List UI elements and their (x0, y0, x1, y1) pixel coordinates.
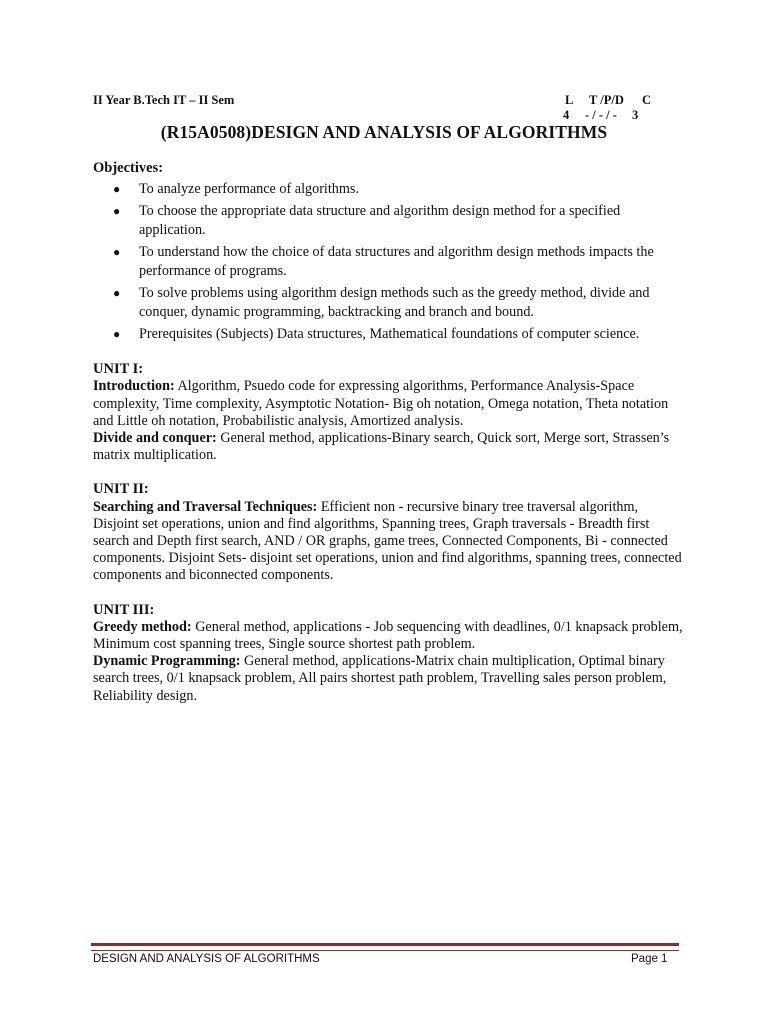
list-item (93, 202, 683, 241)
objective-text: To solve problems using algorithm design methods such as the greedy method, divide and conquer, dynamic programming, backtracking and branch and bound. (139, 284, 650, 321)
unit-3 (93, 602, 683, 705)
unit-heading: UNIT II: (93, 481, 149, 498)
list-item (93, 243, 683, 282)
unit-heading: UNIT I: (93, 361, 144, 378)
topic-label: Introduction: (93, 378, 175, 395)
unit-paragraph (93, 378, 683, 430)
unit-heading: UNIT III: (93, 601, 155, 618)
objective-text: Prerequisites (Subjects) Data structures, Mathematical foundations of computer science. (139, 325, 640, 342)
ltpc-table (563, 93, 663, 123)
syllabus-content (93, 160, 683, 705)
topic-text: General method, applications - Job sequencing with deadlines, 0/1 knapsack problem, Minimum cost spanning trees, Single source shortest path problem. (93, 618, 683, 653)
unit-paragraph (93, 619, 683, 653)
topic-label: Searching and Traversal Techniques: (93, 498, 318, 515)
ltpc-labels-row (563, 93, 663, 108)
ltpc-value-tpd: - / - / - (585, 108, 617, 122)
ltpc-value-c: 3 (632, 108, 639, 122)
year-semester-label: II Year B.Tech IT – II Sem (93, 93, 235, 107)
topic-label: Divide and conquer: (93, 430, 217, 447)
objective-text: To understand how the choice of data structures and algorithm design methods impacts the performance of programs. (139, 243, 654, 280)
list-item (93, 284, 683, 323)
ltpc-label-l: L (565, 93, 574, 107)
bullet-icon: ● (113, 203, 121, 218)
bullet-icon: ● (113, 285, 121, 300)
topic-text: General method, applications-Binary search, Quick sort, Merge sort, Strassen’s matrix multiplication. (93, 430, 670, 464)
topic-text: Efficient non - recursive binary tree traversal algorithm, Disjoint set operations, union and find algorithms, Spanning trees, Graph traversals - Breadth first search and Depth first search, AND / OR graphs, game trees, Connected Components, Bi - connected components. Disjoint Sets- disjoint set operations, union and find algorithms, spanning trees, connected components and biconnected components. (93, 498, 682, 584)
unit-paragraph (93, 430, 683, 464)
topic-label: Greedy method: (93, 618, 192, 635)
list-item (93, 325, 683, 345)
page-number: Page 1 (631, 953, 668, 965)
objectives-heading: Objectives: (93, 160, 164, 176)
ltpc-values-row (563, 108, 663, 123)
topic-text: Algorithm, Psuedo code for expressing algorithms, Performance Analysis-Space complexity, Time complexity, Asymptotic Notation- Big oh notation, Omega notation, Theta notation and Little oh notation, Probabilistic analysis, Amortized analysis. (93, 378, 669, 429)
bullet-icon: ● (113, 326, 121, 341)
course-title: (R15A0508)DESIGN AND ANALYSIS OF ALGORITHMS (160, 122, 608, 142)
ltpc-label-tpd: T /P/D (589, 93, 624, 107)
bullet-icon: ● (113, 182, 121, 197)
bullet-icon: ● (113, 244, 121, 259)
ltpc-value-l: 4 (563, 108, 570, 122)
ltpc-label-c: C (642, 93, 652, 107)
unit-2 (93, 481, 683, 584)
objective-text: To analyze performance of algorithms. (139, 181, 360, 198)
objectives-list (93, 180, 683, 344)
list-item (93, 180, 683, 200)
course-header (93, 93, 658, 123)
topic-text: General method, applications-Matrix chain multiplication, Optimal binary search trees, 0/1 knapsack problem, All pairs shortest path problem, Travelling sales person problem, Reliability design. (93, 653, 667, 704)
topic-label: Dynamic Programming: (93, 653, 241, 670)
footer-divider (91, 943, 679, 951)
unit-paragraph (93, 653, 683, 705)
objective-text: To choose the appropriate data structure and algorithm design method for a specified application. (139, 202, 621, 239)
footer-title: DESIGN AND ANALYSIS OF ALGORITHMS (93, 953, 320, 965)
unit-paragraph (93, 499, 683, 585)
unit-1 (93, 361, 683, 464)
